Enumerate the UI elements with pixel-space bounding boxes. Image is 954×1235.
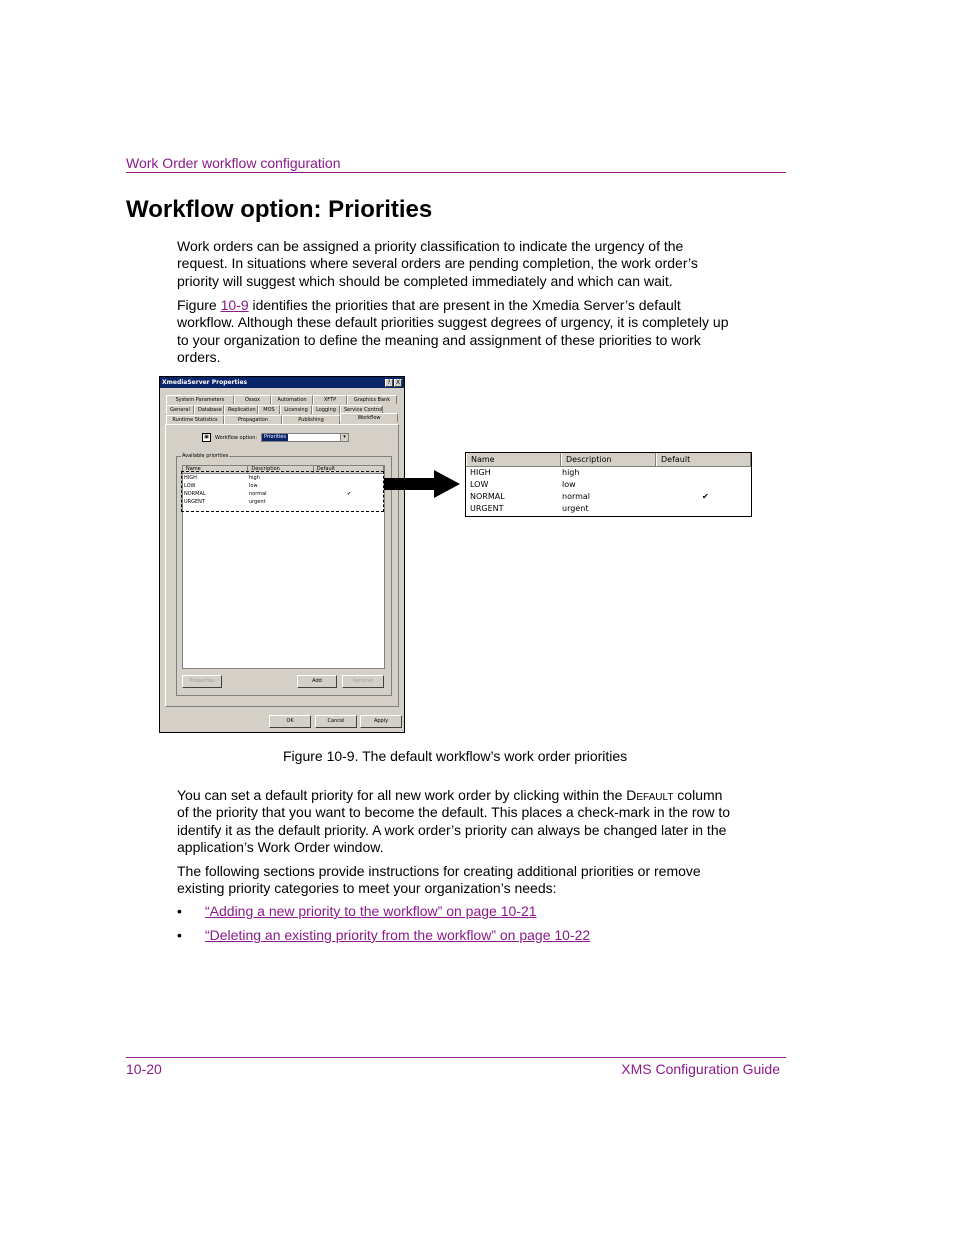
workflow-option-select[interactable] xyxy=(261,433,349,442)
workflow-icon: ▣ xyxy=(202,433,211,442)
properties-dialog xyxy=(159,376,405,733)
section-title: Workflow option: Priorities xyxy=(126,196,433,223)
zoomed-priorities-list xyxy=(465,452,752,517)
row-description: urgent xyxy=(249,499,266,505)
zoom-list-item[interactable] xyxy=(466,503,751,515)
row-name: HIGH xyxy=(184,475,197,481)
row-name: LOW xyxy=(184,483,196,489)
figure-caption: Figure 10-9. The default workflow’s work order priorities xyxy=(283,748,628,764)
tab-automation[interactable]: Automation xyxy=(271,395,313,404)
deleting-priority-link[interactable]: “Deleting an existing priority from the workflow” on page 10-22 xyxy=(205,927,591,943)
dialog-titlebar xyxy=(160,377,404,388)
para3-post: column of the priority that you want to become the default. This places a check-mark in the row to identify it as the default priority. A work order’s priority can always be changed later in the application’s Work Order window. xyxy=(177,787,731,855)
tab-graphics-bank[interactable]: Graphics Bank xyxy=(347,395,397,404)
help-button[interactable]: ? xyxy=(385,379,393,387)
zoom-row-default xyxy=(698,503,702,515)
tab-service-control[interactable]: Service Control xyxy=(340,405,383,414)
running-head: Work Order workflow configuration xyxy=(126,155,341,171)
zoom-row-default xyxy=(698,467,702,479)
tab-row-3 xyxy=(166,415,398,424)
list-item xyxy=(177,927,590,951)
adding-priority-link[interactable]: “Adding a new priority to the workflow” on page 10-21 xyxy=(205,903,537,919)
workflow-option-label: Workflow option: xyxy=(215,434,258,441)
zoom-row-description: urgent xyxy=(562,504,589,513)
zoom-row-name: HIGH xyxy=(470,468,491,477)
zoom-row-description: low xyxy=(562,480,576,489)
chevron-down-icon[interactable]: ▾ xyxy=(340,434,348,441)
tab-logging[interactable]: Logging xyxy=(312,405,340,414)
tab-mos[interactable]: MOS xyxy=(258,405,280,414)
header-rule xyxy=(126,172,786,173)
zoom-row-description: high xyxy=(562,468,580,477)
zoom-row-default xyxy=(698,479,702,491)
zoom-list-item[interactable] xyxy=(466,491,751,503)
zoom-column-default[interactable]: Default xyxy=(656,453,751,466)
page-number: 10-20 xyxy=(126,1061,162,1077)
tab-runtime-statistics[interactable]: Runtime Statistics xyxy=(166,415,224,424)
zoom-row-name: URGENT xyxy=(470,504,504,513)
zoom-list-item[interactable] xyxy=(466,467,751,479)
tab-system-parameters[interactable]: System Parameters xyxy=(166,395,234,404)
row-default-check: ✔ xyxy=(347,491,352,497)
add-button[interactable]: Add xyxy=(297,675,337,688)
list-item xyxy=(177,903,590,927)
zoom-row-name: NORMAL xyxy=(470,492,505,501)
tab-workflow[interactable]: Workflow xyxy=(340,413,398,422)
cancel-button[interactable]: Cancel xyxy=(315,715,357,728)
remove-button[interactable]: Remove xyxy=(342,675,384,688)
zoom-row-default-check: ✔ xyxy=(702,492,709,501)
para2-pre: Figure xyxy=(177,297,221,313)
zoom-list-item[interactable] xyxy=(466,479,751,491)
workflow-panel xyxy=(165,424,399,707)
sections-paragraph: The following sections provide instructions for creating additional priorities or remove existing priority categories to meet your organization’s needs: xyxy=(177,863,701,897)
zoom-column-name[interactable]: Name xyxy=(466,453,561,466)
section-links-list xyxy=(177,903,590,951)
tab-xftp[interactable]: XFTP xyxy=(313,395,347,404)
para3-pre: You can set a default priority for all new work order by clicking within the xyxy=(177,787,627,803)
ok-button[interactable]: OK xyxy=(269,715,311,728)
bullet-icon: • xyxy=(177,903,182,919)
default-paragraph xyxy=(177,787,737,856)
para2-post: identifies the priorities that are present in the Xmedia Server’s default workflow. Although these default priorities suggest degrees of urgency, it is completely up to your organization to define the meaning and assignment of these priorities to work orders. xyxy=(177,297,729,365)
row-description: high xyxy=(249,475,260,481)
highlight-dashed-box xyxy=(181,471,384,512)
right-arrow-icon xyxy=(382,468,462,500)
document-title: XMS Configuration Guide xyxy=(621,1061,780,1077)
column-default[interactable]: Default xyxy=(314,466,384,473)
default-term: Default xyxy=(626,787,674,803)
zoom-list-header xyxy=(466,453,751,467)
intro-paragraph: Work orders can be assigned a priority classification to indicate the urgency of the request. In situations where several orders are pending completion, the work order’s priority will suggest which should be completed immediately and which can wait. xyxy=(177,238,698,289)
tab-ossox[interactable]: Ossox xyxy=(234,395,271,404)
tab-replication[interactable]: Replication xyxy=(224,405,258,414)
row-name: NORMAL xyxy=(184,491,206,497)
column-description[interactable]: Description xyxy=(248,466,313,473)
bullet-icon: • xyxy=(177,927,182,943)
available-priorities-label: Available priorities xyxy=(182,453,229,459)
figure-link[interactable]: 10-9 xyxy=(220,297,249,313)
tab-database[interactable]: Database xyxy=(194,405,224,414)
tab-general[interactable]: General xyxy=(166,405,194,414)
priorities-list[interactable] xyxy=(182,465,385,669)
row-description: normal xyxy=(249,491,267,497)
tab-publishing[interactable]: Publishing xyxy=(282,415,340,424)
dialog-title: XmediaServer Properties xyxy=(162,379,248,386)
row-description: low xyxy=(249,483,258,489)
row-name: URGENT xyxy=(184,499,205,505)
close-button[interactable]: X xyxy=(395,378,401,386)
zoom-row-name: LOW xyxy=(470,480,489,489)
tab-row-1 xyxy=(166,395,397,404)
figure-reference-paragraph xyxy=(177,297,737,366)
footer-rule xyxy=(126,1057,786,1058)
tab-licensing[interactable]: Licensing xyxy=(280,405,312,414)
available-priorities-group xyxy=(176,453,392,696)
tab-propagation[interactable]: Propagation xyxy=(224,415,282,424)
column-name[interactable]: Name xyxy=(183,466,248,473)
zoom-column-description[interactable]: Description xyxy=(561,453,656,466)
properties-button[interactable]: Properties xyxy=(182,675,222,688)
workflow-option-value: Priorities xyxy=(264,434,286,440)
apply-button[interactable]: Apply xyxy=(360,715,402,728)
zoom-row-description: normal xyxy=(562,492,591,501)
